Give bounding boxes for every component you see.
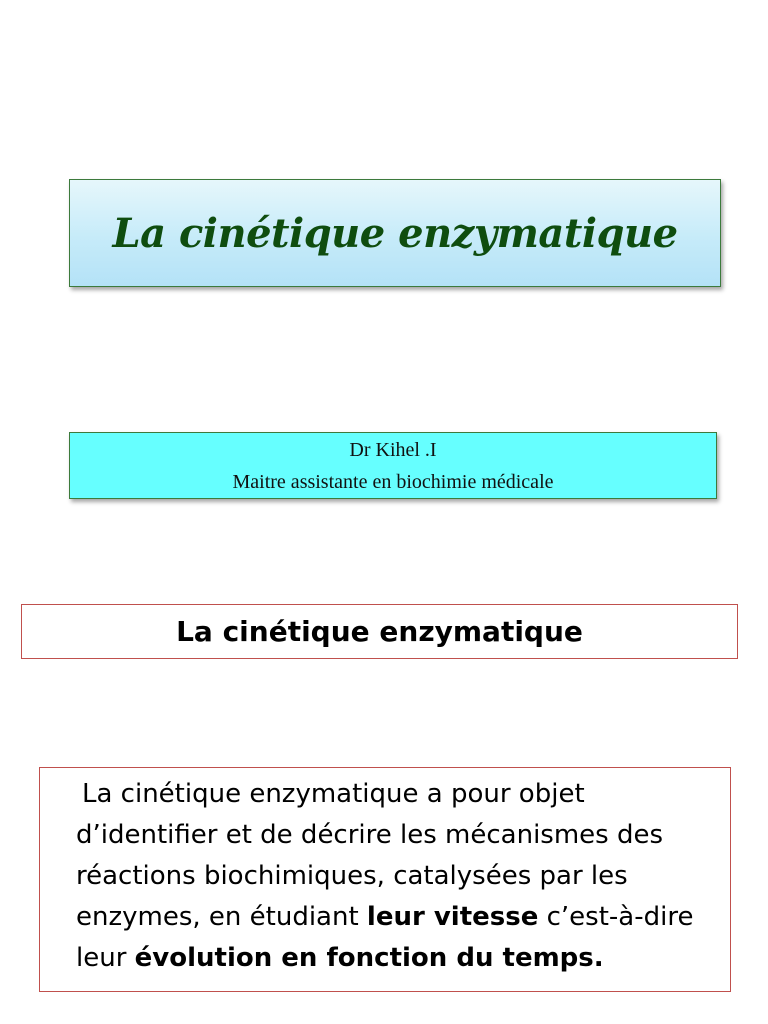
section-title: La cinétique enzymatique [176,615,583,648]
definition-text-1: La cinétique enzymatique a pour objet d’identifier et de décrire les mécanismes des réactions biochimiques, catalysées par les enzymes, en étudiant [76,779,664,932]
definition-bold-evolution: évolution en fonction du temps. [134,943,604,973]
author-role: Maitre assistante en biochimie médicale [232,470,554,493]
definition-box [39,767,731,992]
definition-bold-speed: leur vitesse [366,902,539,932]
definition-paragraph [76,774,712,979]
author-name: Dr Kihel .I [349,438,437,461]
slide-title: La cinétique enzymatique [112,209,678,257]
author-box [69,432,717,499]
definition-text-2: c’est-à-dire leur [76,902,694,973]
title-banner [69,179,721,287]
section-heading-box [21,604,738,659]
